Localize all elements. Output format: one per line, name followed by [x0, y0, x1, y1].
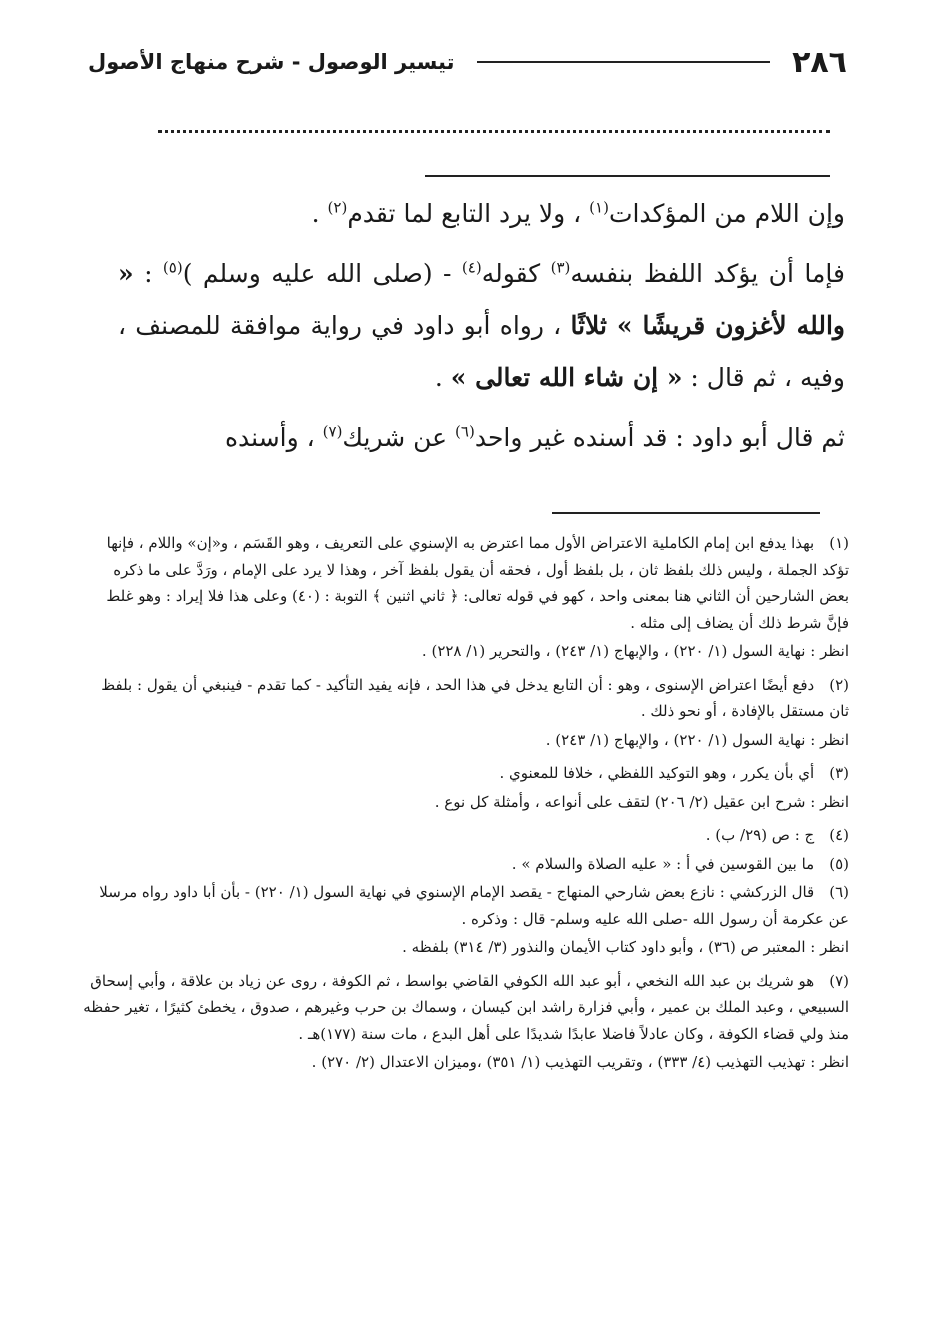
footnote-1: (١) بهذا يدفع ابن إمام الكاملية الاعتراض الأول مما اعترض به الإسنوي على التعريف ، وهو القَسَم ، و«إن» واللام ، فإنها تؤكد الجملة ، وليس ذلك بلفظ ثان ، بل بلفظ أول ، فحقه أن يقول بلفظ آخر ، وهذا لا يرد على الإمام ، ورَدَّ على ما ذكره بعض الشارحين أن الثاني هنا بمعنى واحد ، كهو في قوله تعالى: ﴿ ثاني اثنين ﴾ التوبة : (٤٠) وعلى هذا فلا إيراد : وهو غلط فإنَّ شرط ذلك أن يضاف إلى مثله . — [106, 534, 849, 632]
dotted-line — [158, 130, 830, 133]
text-top-rule — [425, 175, 830, 177]
hadith-quote-2: « إن شاء الله تعالى » — [450, 363, 683, 392]
footnote-6: (٦) قال الزركشي : نازع بعض شارحي المنهاج - يقصد الإمام الإسنوي في نهاية السول (١/ ٢٢٠) - بأن أبا داود رواه مرسلا عن عكرمة أن رسول الله -صلى الله عليه وسلم- قال : وذكره . — [99, 883, 849, 928]
page-header — [88, 40, 847, 84]
footnote-7-ref: انظر : تهذيب التهذيب (٤/ ٣٣٣) ، وتقريب التهذيب (١/ ٣٥١) ،وميزان الاعتدال (٢/ ٢٧٠) . — [311, 1053, 849, 1071]
main-paragraph-1: وإن اللام من المؤكدات$^{(١)}$ ، ولا يرد التابع لما تقدم$^{(٢)}$ . — [311, 198, 845, 228]
header-rule — [477, 61, 771, 63]
footnote-5: (٥) ما بين القوسين في أ : « عليه الصلاة والسلام » . — [511, 854, 849, 873]
footnote-2-ref: انظر : نهاية السول (١/ ٢٢٠) ، والإبهاج (١/ ٢٤٣) . — [545, 730, 849, 749]
footnote-ref-4[interactable]: (٤) — [461, 258, 482, 277]
footnote-ref-5[interactable]: (٥) — [162, 258, 183, 277]
footnote-ref-3[interactable]: (٣) — [550, 258, 571, 277]
page-number: ٢٨٦ — [792, 44, 847, 80]
footnote-6-ref: انظر : المعتبر ص (٣٦) ، وأبو داود كتاب الأيمان والنذور (٣/ ٣١٤) بلفظه . — [402, 938, 849, 956]
footnote-ref-7[interactable]: (٧) — [322, 422, 343, 441]
footnote-3: (٣) أي بأن يكرر ، وهو التوكيد اللفظي ، خلافا للمعنوي . — [499, 764, 849, 782]
footnote-1-ref: انظر : نهاية السول (١/ ٢٢٠) ، والإبهاج (١/ ٢٤٣) ، والتحرير (١/ ٢٢٨) . — [421, 642, 849, 660]
main-paragraph-3: ثم قال أبو داود : قد أسنده غير واحد$^{(٦)}$ عن شريك$^{(٧)}$ ، وأسنده — [224, 422, 845, 452]
footnote-ref-1[interactable]: (١) — [589, 198, 609, 217]
footnote-4: (٤) ج : ص (٢٩/ ب) . — [705, 826, 849, 844]
footnote-ref-2[interactable]: (٢) — [327, 198, 348, 217]
running-title: تيسير الوصول - شرح منهاج الأصول — [88, 50, 455, 74]
main-text — [118, 188, 845, 464]
main-paragraph-2: فإما أن يؤكد اللفظ بنفسه$^{(٣)}$ كقوله$^{(٤)}$ - (صلى الله عليه وسلم )$^{(٥)}$ : « والله لأغزون قريشًا » ثلاثًا ، رواه أبو داود في رواية موافقة للمصنف ، وفيه ، ثم قال : « إن شاء الله تعالى » . — [118, 258, 845, 392]
footnote-ref-6[interactable]: (٦) — [455, 422, 475, 441]
hadith-quote: « والله لأغزون قريشًا » ثلاثًا — [118, 259, 845, 340]
footnote-3-ref: انظر : شرح ابن عقيل (٢/ ٢٠٦) لتقف على أنواعه ، وأمثلة كل نوع . — [434, 792, 849, 811]
footnote-2: (٢) دفع أيضًا اعتراض الإسنوى ، وهو : أن التابع يدخل في هذا الحد ، فإنه يفيد التأكيد - كما تقدم - فينبغي أن يقول : بلفظ ثان مستقل بالإفادة ، أو نحو ذلك . — [101, 675, 849, 720]
footnote-separator — [552, 512, 820, 514]
footnote-7: (٧) هو شريك بن عبد الله النخعي ، أبو عبد الله الكوفي القاضي بواسط ، ثم الكوفة ، روى عن زياد بن علاقة ، وأبي إسحاق السبيعي ، وعبد الملك بن عمير ، وأبي فزارة راشد ابن كيسان ، وسماك بن حرب وغيرهم ، صدوق ، يخطئ كثيرًا ، تغير حفظه منذ ولي قضاء الكوفة ، وكان عادلاً فاضلا عابدًا شديدًا على أهل البدع ، مات سنة (١٧٧)هـ . — [83, 971, 849, 1043]
dotted-separator — [158, 120, 830, 133]
footnotes — [80, 530, 849, 1078]
